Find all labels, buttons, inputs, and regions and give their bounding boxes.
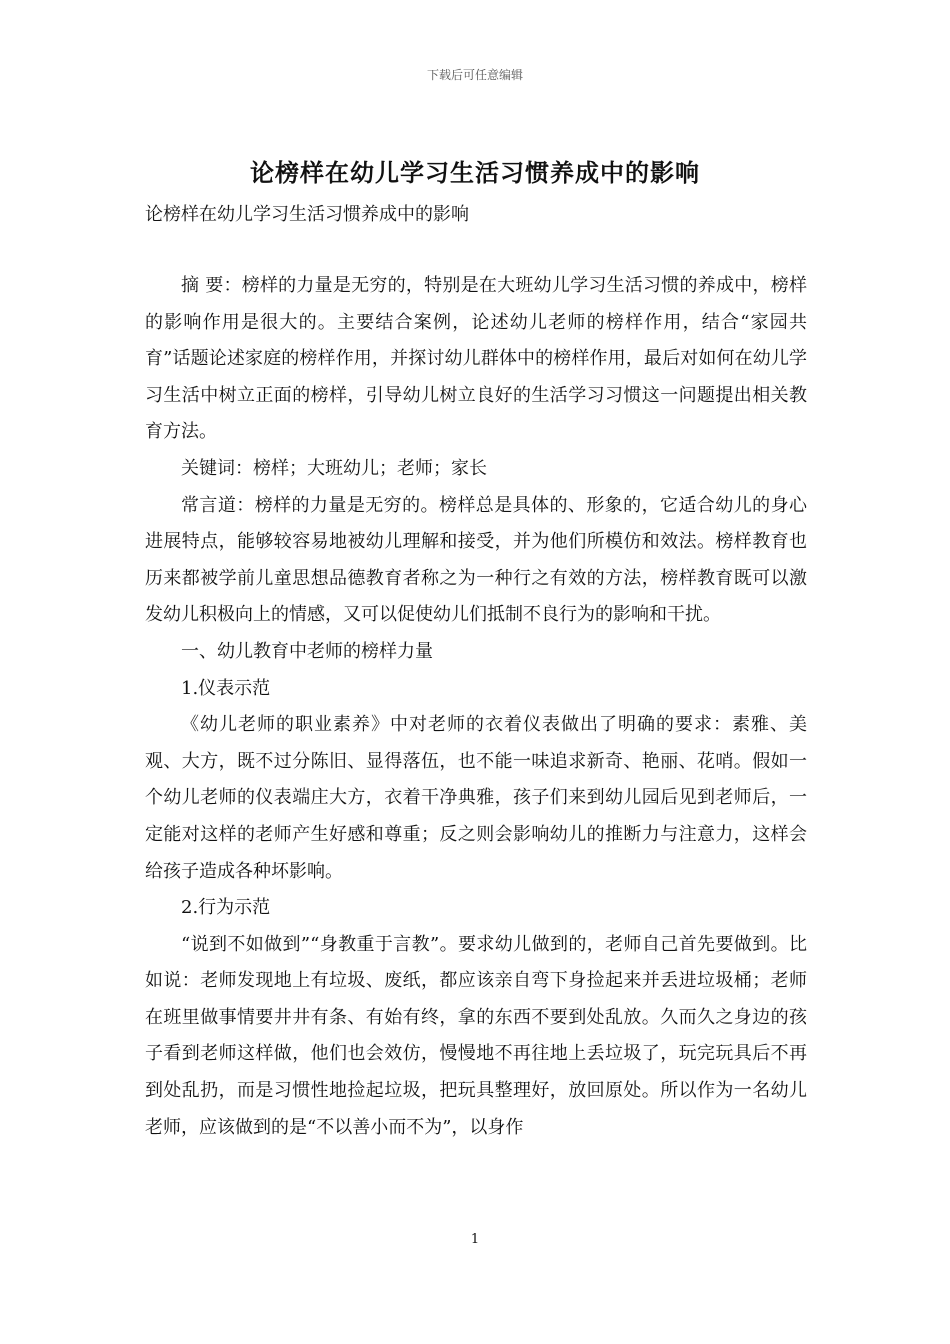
body-paragraph: “说到不如做到”“身教重于言教”。要求幼儿做到的，老师自己首先要做到。比如说：老师发现地上有垃圾、废纸，都应该亲自弯下身捡起来并丢进垃圾桶；老师在班里做事情要井井有条、有始有终，拿的东西不要到处乱放。久而久之身边的孩子看到老师这样做，他们也会效仿，慢慢地不再往地上丢垃圾了，玩完玩具后不再到处乱扔，而是习惯性地捡起垃圾，把玩具整理好，放回原处。所以作为一名幼儿老师，应该做到的是“不以善小而不为”，以身作	[145, 933, 807, 1138]
page-number: 1	[470, 1232, 480, 1247]
document-subtitle: 论榜样在幼儿学习生活习惯养成中的影响	[145, 204, 469, 225]
keywords-paragraph: 关键词：榜样；大班幼儿；老师；家长	[181, 457, 487, 479]
document-body	[145, 268, 807, 1146]
body-paragraph: 《幼儿老师的职业素养》中对老师的衣着仪表做出了明确的要求：素雅、美观、大方，既不过分陈旧、显得落伍，也不能一味追求新奇、艳丽、花哨。假如一个幼儿老师的仪表端庄大方，衣着干净典雅，孩子们来到幼儿园后见到老师后，一定能对这样的老师产生好感和尊重；反之则会影响幼儿的推断力与注意力，这样会给孩子造成各种坏影响。	[145, 714, 807, 882]
section-heading: 一、幼儿教育中老师的榜样力量	[181, 640, 433, 662]
intro-paragraph: 常言道：榜样的力量是无穷的。榜样总是具体的、形象的，它适合幼儿的身心进展特点，能够较容易地被幼儿理解和接受，并为他们所模仿和效法。榜样教育也历来都被学前儿童思想品德教育者称之为一种行之有效的方法，榜样教育既可以激发幼儿积极向上的情感，又可以促使幼儿们抵制不良行为的影响和干扰。	[145, 494, 807, 626]
subsection-heading: 1.仪表示范	[181, 677, 271, 699]
header-note: 下载后可任意编辑	[426, 68, 523, 82]
subsection-heading: 2.行为示范	[181, 897, 271, 919]
abstract-paragraph: 摘 要：榜样的力量是无穷的，特别是在大班幼儿学习生活习惯的养成中，榜样的影响作用是很大的。主要结合案例，论述幼儿老师的榜样作用，结合“家园共育”话题论述家庭的榜样作用，并探讨幼儿群体中的榜样作用，最后对如何在幼儿学习生活中树立正面的榜样，引导幼儿树立良好的生活学习习惯这一问题提出相关教育方法。	[145, 275, 807, 443]
document-title: 论榜样在幼儿学习生活习惯养成中的影响	[250, 158, 700, 187]
